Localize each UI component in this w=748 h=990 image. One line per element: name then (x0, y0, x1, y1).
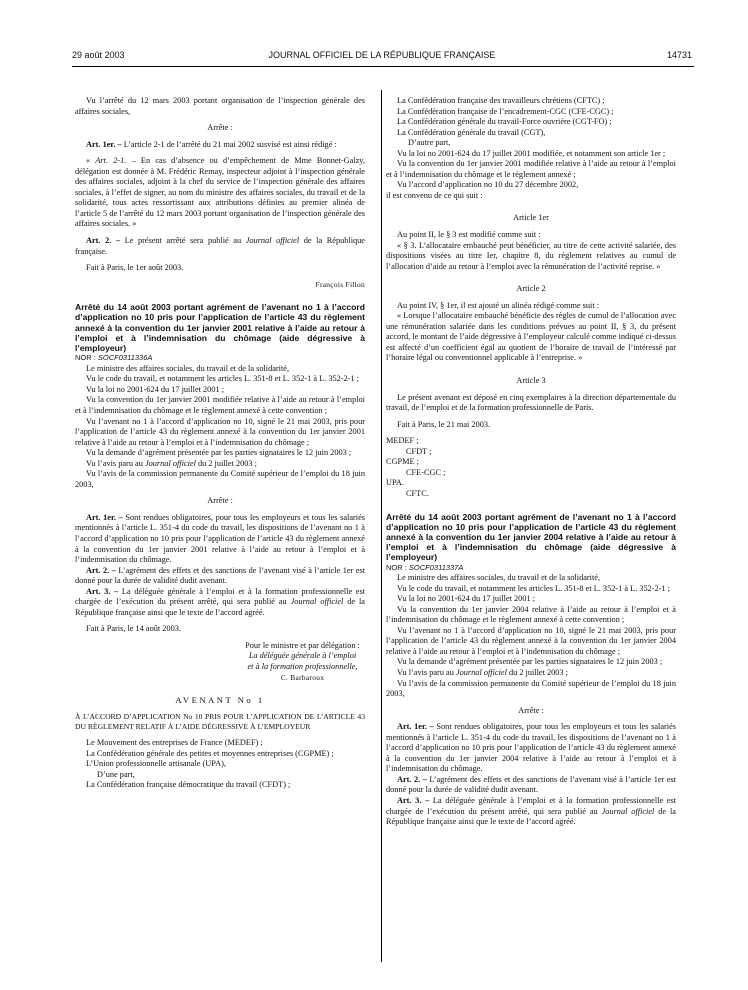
visa: Vu la loi no 2001-624 du 17 juillet 2001 ; (86, 384, 225, 394)
party: L’Union professionnelle artisanale (UPA), (86, 759, 226, 769)
visa: Vu l’accord d’application no 10 du 27 décembre 2002, (397, 180, 579, 190)
convenu-line: il est convenu de ce qui suit : (386, 190, 483, 200)
header-rule (72, 66, 694, 67)
signature: François Fillon (315, 279, 365, 289)
party: La Confédération générale du travail (CGT), (397, 127, 546, 137)
signature-name: C. Barbaroux (280, 672, 325, 682)
avenant-title: AVENANT No 1 (175, 695, 265, 706)
decree-title: Arrêté du 14 août 2003 portant agrément de l’avenant no 1 à l’accord d’application no 10 pris pour l’application de l’article 43 du règlement annexé à la convention du 1er janvier 2001 relative à l’aide au retour à l’emploi et à l’indemnisation du chômage (aide dégressive à l’employeur) (75, 302, 365, 354)
article-2: Art. 2. – L’agrément des effets et des sanctions de l’avenant visé à l’article 1er est donné pour la durée de validité dudit avenant. (386, 774, 677, 795)
fait-a-paris: Fait à Paris, le 1er août 2003. (86, 263, 184, 273)
signature-block (75, 641, 365, 683)
party: La Confédération française de l’encadrement-CGC (CFE-CGC) ; (397, 106, 614, 116)
signature-line: et à la formation professionnelle, (247, 661, 358, 671)
visa: Vu la demande d’agrément présentée par les parties signataires le 12 juin 2003 ; (397, 657, 663, 667)
paragraph: Au point IV, § 1er, il est ajouté un alinéa rédigé comme suit : (397, 300, 600, 310)
signatories (386, 436, 676, 499)
page-header (72, 50, 692, 64)
signatory: UPA. (386, 478, 404, 488)
article-1: Art. 1er. – L’article 2-1 de l’arrêté du 21 mai 2002 susvisé est ainsi rédigé : (86, 139, 337, 149)
header-date: 29 août 2003 (72, 50, 125, 60)
article-1: Art. 1er. – Sont rendues obligatoires, pour tous les employeurs et tous les salariés mentionnés à l’article L. 351-4 du code du travail, les dispositions de l’avenant no 1 à l’accord d’application no 10 pris pour l’application de l’article 43 du règlement annexé à la convention du 1er janvier 2001 relative à l’aide au retour à l’emploi et à l’indemnisation du chômage. (75, 512, 365, 565)
visa: Vu l’avenant no 1 à l’accord d’application no 10, signé le 21 mai 2003, pris pour l’application de l’article 43 du règlement annexé à la convention du 1er janvier 2001 relative à l’aide au retour à l’emploi et à l’indemnisation du chômage ; (75, 416, 365, 447)
visa: Vu l’avis paru au Journal officiel du 2 juillet 2003 ; (86, 458, 257, 468)
signatory: CFDT ; (406, 446, 432, 456)
quoted-article: « Art. 2-1. – En cas d’absence ou d’empêchement de Mme Bonnet-Galzy, délégation est donnée à M. Frédéric Remay, inspecteur adjoint à l’inspection générale des affaires sociales, adjoint à la chef du service de l’inspection générale des affaires sociales, à l’effet de signer, au nom du ministre des affaires sociales, du travail et de la solidarité, tous actes ressortissant aux attributions définies au premier alinéa de l’article 5 de l’arrêté du 12 mars 2003 portant organisation de l’inspection générale des affaires sociales. » (75, 156, 365, 229)
party: La Confédération générale du travail-Force ouvrière (CGT-FO) ; (397, 117, 612, 127)
right-column (386, 96, 676, 828)
article-3: Art. 3. – La déléguée générale à l’emploi et à la formation professionnelle est chargée de l’exécution du présent arrêté, qui sera publié au Journal officiel de la République française ainsi que le texte de l’accord agréé. (75, 586, 366, 617)
signatory: MEDEF ; (386, 436, 419, 446)
visa: Vu l’avis paru au Journal officiel du 2 juillet 2003 ; (397, 667, 568, 677)
avenant-subtitle: À L’ACCORD D’APPLICATION No 10 PRIS POUR L’APPLICATION DE L’ARTICLE 43 DU RÈGLEMENT RELATIF À L’AIDE DÉGRESSIVE À L’EMPLOYEUR (75, 711, 365, 731)
visa: Vu la convention du 1er janvier 2001 modifiée relative à l’aide au retour à l’emploi et à l’indemnisation du chômage et le règlement annexé ; (386, 159, 676, 179)
signatory: CGPME ; (386, 457, 419, 467)
party: La Confédération générale des petites et moyennes entreprises (CGPME) ; (86, 748, 334, 758)
visa: Vu le code du travail, et notamment les articles L. 351-8 et L. 352-1 à L. 352-2-1 ; (397, 583, 670, 593)
article-1: Art. 1er. – Sont rendues obligatoires, pour tous les employeurs et tous les salariés mentionnés à l’article L. 351-4 du code du travail, les dispositions de l’avenant no 1 à l’accord d’application no 10 pris pour l’application de l’article 43 du règlement annexé à la convention du 1er janvier 2004 relative à l’aide au retour à l’emploi et à l’indemnisation du chômage. (386, 722, 676, 774)
nor-reference: NOR : SOCF0311336A (75, 353, 153, 363)
party-side: D’autre part, (408, 138, 451, 148)
paragraph: Vu l’arrêté du 12 mars 2003 portant organisation de l’inspection générale des affaires sociales, (75, 96, 365, 116)
article-heading: Article 1er (513, 213, 549, 223)
header-page-number: 14731 (666, 50, 692, 60)
party: Le Mouvement des entreprises de France (MEDEF) ; (86, 738, 263, 748)
article-3: Art. 3. – La déléguée générale à l’emploi et à la formation professionnelle est chargée de l’exécution du présent arrêté, qui sera publié au Journal officiel de la République française ainsi que le texte de l’accord agréé. (386, 796, 677, 827)
visa: Vu l’avis de la commission permanente du Comité supérieur de l’emploi du 18 juin 2003, (75, 469, 365, 489)
paragraph: Le présent avenant est déposé en cinq exemplaires à la direction départementale du travail, de l’emploi et de la formation professionnelle de Paris. (386, 392, 676, 413)
article-label: Art. 1er. – (86, 139, 122, 149)
nor-reference: NOR : SOCF0311337A (386, 562, 464, 572)
signature-line: La déléguée générale à l’emploi (248, 651, 357, 661)
left-column (75, 96, 365, 791)
visa: Le ministre des affaires sociales, du travail et de la solidarité, (86, 363, 290, 373)
fait-a-paris: Fait à Paris, le 21 mai 2003. (397, 419, 491, 429)
signature-line: Pour le ministre et par délégation : (245, 640, 360, 650)
visa: Vu l’avis de la commission permanente du Comité supérieur de l’emploi du 18 juin 2003, (386, 678, 676, 699)
visa: Vu la loi no 2001-624 du 17 juillet 2001 modifiée, et notamment son article 1er ; (397, 148, 666, 158)
signatory: CFTC. (406, 488, 429, 498)
party: La Confédération française démocratique du travail (CFDT) ; (86, 780, 291, 790)
paragraph: Au point II, le § 3 est modifié comme suit : (397, 230, 541, 240)
visa: Vu l’avenant no 1 à l’accord d’application no 10, signé le 21 mai 2003, pris pour l’application de l’article 43 du règlement annexé à la convention du 1er janvier 2004 relative à l’aide au retour à l’emploi et à l’indemnisation du chômage ; (386, 625, 676, 656)
article-heading: Article 3 (516, 376, 546, 386)
visa: Vu la convention du 1er janvier 2001 modifiée relative à l’aide au retour à l’emploi et à l’indemnisation du chômage et le règlement annexé à cette convention ; (75, 395, 365, 415)
article-2: Art. 2. – L’agrément des effets et des sanctions de l’avenant visé à l’article 1er est donné pour la durée de validité dudit avenant. (75, 565, 366, 586)
arrete-heading: Arrête : (207, 496, 233, 506)
visa: Vu la loi no 2001-624 du 17 juillet 2001 ; (397, 594, 536, 604)
party-side: D’une part, (97, 769, 135, 779)
column-divider (381, 90, 382, 962)
visa: Le ministre des affaires sociales, du travail et de la solidarité, (397, 573, 601, 583)
arrete-heading: Arrête : (207, 123, 233, 133)
party: La Confédération française des travailleurs chrétiens (CFTC) ; (397, 96, 605, 105)
visa: Vu la demande d’agrément présentée par les parties signataires le 12 juin 2003 ; (86, 448, 352, 458)
paragraph: « § 3. L’allocataire embauché peut bénéficier, au titre de cette activité salariée, des dispositions visées au titre Ier, chapitre 8, du règlement relatives au cumul de l’allocation d’aide au retour à l’emploi avec la rémunération de l’activité reprise. » (386, 240, 676, 271)
article-heading: Article 2 (516, 284, 546, 294)
decree-title: Arrêté du 14 août 2003 portant agrément de l’avenant no 1 à l’accord d’application no 10 pris pour l’application de l’article 43 du règlement annexé à la convention du 1er janvier 2004 relative à l’aide au retour à l’emploi et à l’indemnisation du chômage (aide dégressive à l’employeur) (386, 511, 676, 563)
header-title: JOURNAL OFFICIEL DE LA RÉPUBLIQUE FRANÇAISE (268, 50, 496, 60)
signatory: CFE-CGC ; (406, 467, 446, 477)
visa: Vu la convention du 1er janvier 2004 relative à l’aide au retour à l’emploi et à l’indemnisation du chômage et le règlement annexé à cette convention ; (386, 604, 676, 625)
arrete-heading: Arrête : (518, 705, 544, 715)
visa: Vu le code du travail, et notamment les articles L. 351-8 et L. 352-1 à L. 352-2-1 ; (86, 374, 359, 384)
article-2: Art. 2. – Le présent arrêté sera publié au Journal officiel de la République française. (75, 236, 365, 256)
fait-a-paris: Fait à Paris, le 14 août 2003. (86, 624, 181, 634)
paragraph: « Lorsque l’allocataire embauché bénéficie des règles de cumul de l’allocation avec une rémunération salariée dans les conditions prévues au point II, § 3, du présent accord, le montant de l’aide dégressive à l’employeur calculé comme indiqué ci-dessus est affecté d’un coefficient égal au quotient de l’horaire de travail de l’intéressé par l’horaire légal ou conventionnel applicable à l’entreprise. » (386, 311, 676, 363)
